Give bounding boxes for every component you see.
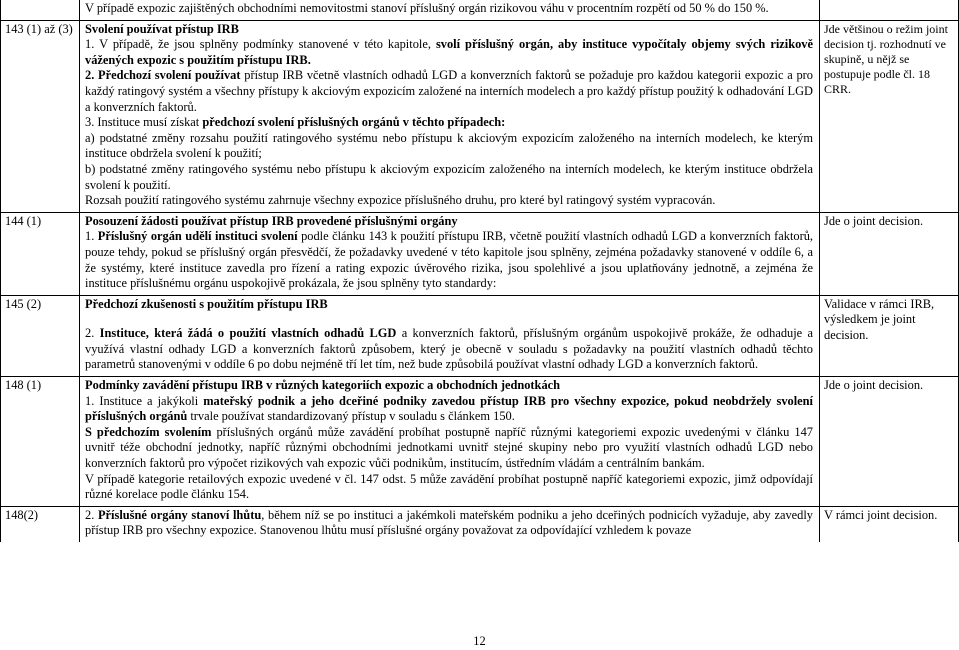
paragraph: [85, 68, 813, 115]
text-cell: [80, 377, 820, 507]
paragraph: [85, 229, 813, 291]
paragraph-text: podle článku 143 k použití přístupu IRB, včetně použití vlastních odhadů LGD a konverzních faktorů, pouze tehdy, pokud se příslušný orgán přesvědčí, že požadavky uvedené v této kapitole jsou splněny, zejména požadavky stanovené v oddíle 6, a že systémy, které instituce zavedla pro řízení a rating expozic úvěrového rizika, jsou spolehlivé a jsou uplatňovány jednotně, a zejména že instituce příslušnému orgánu uspokojivě prokázala, že jsou splněny tyto standardy:: [85, 229, 814, 291]
list-item: a) podstatné změny rozsahu použití ratingového systému nebo přístupu k akciovým expozicím založeného na interních modelech, ke kterým instituce obdržela svolení k použití;: [85, 130, 813, 161]
table-row: [1, 0, 959, 20]
article-cell: 144 (1): [1, 212, 80, 295]
text-cell: [80, 212, 820, 295]
article-cell: 148 (1): [1, 377, 80, 507]
text-cell: [80, 506, 820, 542]
article-cell: 145 (2): [1, 295, 80, 376]
table-row: [1, 377, 959, 507]
text-cell: [80, 295, 820, 376]
paragraph: [85, 425, 813, 472]
table-row: [1, 20, 959, 212]
table-row: [1, 212, 959, 295]
paragraph-emphasis: Instituce, která žádá o použití vlastních odhadů LGD: [99, 326, 397, 341]
paragraph-text: 1.: [85, 229, 98, 244]
page-number: 12: [473, 634, 486, 648]
paragraph: V případě kategorie retailových expozic uvedené v čl. 147 odst. 5 může zavádění probíhat postupně napříč kategoriemi expozic, jimž odpovídají různé korelace podle článku 154.: [85, 471, 813, 502]
note-cell: Jde o joint decision.: [820, 212, 959, 295]
section-heading: Posouzení žádosti používat přístup IRB provedené příslušnými orgány: [85, 213, 458, 228]
paragraph: [85, 115, 813, 131]
paragraph-emphasis: mateřský podnik a jeho dceřiné podniky zavedou přístup IRB pro všechny expozice, pokud neobdržely svolení příslušných orgánů: [85, 393, 813, 424]
paragraph-text: 2.: [85, 507, 98, 522]
paragraph: [85, 508, 813, 539]
paragraph-text: 1. Instituce a jakýkoli: [85, 393, 204, 408]
paragraph-text: 2.: [85, 326, 100, 341]
note-cell: Jde o joint decision.: [820, 377, 959, 507]
list-item: b) podstatné změny ratingového systému nebo přístupu k akciovým expozicím založeného na interních modelech, ke kterým instituce obdržela svolení k použití.: [85, 161, 813, 192]
paragraph-text: a konverzních faktorů, příslušným orgánům uspokojivě prokáže, že odhaduje a využívá vlastní odhady LGD a konverzních faktorů způsobem, který je obecně v souladu s požadavky na použití vlastních odhadů těchto parametrů stanovenými v oddíle 6 po dobu nejméně tří let tím, než bude způsobilá používat vlastní odhady LGD a konverzních faktorů.: [85, 326, 814, 372]
spacer: [85, 312, 813, 326]
paragraph-text: trvale používat standardizovaný přístup v souladu s článkem 150.: [187, 409, 515, 424]
paragraph-text: , během níž se po instituci a jakémkoli mateřském podniku a jeho dceřiných podnicích vyžaduje, aby zavedly přístup IRB pro všechny expozice. Stanovenou lhůtu musí příslušné orgány považovat za odpovídající vzhledem k povaze: [85, 507, 813, 538]
note-cell: V rámci joint decision.: [820, 506, 959, 542]
paragraph: V případě expozic zajištěných obchodními nemovitostmi stanoví příslušný orgán rizikovou váhu v procentním rozpětí od 50 % do 150 %.: [85, 1, 769, 15]
paragraph-emphasis: S předchozím svolením: [85, 424, 212, 439]
table-row: [1, 295, 959, 376]
section-heading: Předchozí zkušenosti s použitím přístupu IRB: [85, 296, 328, 311]
note-cell: Jde většinou o režim joint decision tj. rozhodnutí ve skupině, u nějž se postupuje podle čl. 18 CRR.: [820, 20, 959, 212]
paragraph: Rozsah použití ratingového systému zahrnuje všechny expozice příslušného druhu, pro které byl ratingový systém vypracován.: [85, 193, 716, 208]
paragraph-text: příslušných orgánů může zavádění probíhat postupně napříč různými kategoriemi expozic uvedenými v článku 147 uvnitř téže obchodní jednotky, napříč různými obchodními jednotkami uvnitř stejné skupiny nebo pro využití vlastních odhadů LGD nebo konverzních faktorů pro výpočet rizikových vah expozic vůči podnikům, institucím, ústředním vládám a centrálním bankám.: [85, 424, 813, 471]
section-heading: Podmínky zavádění přístupu IRB v různých kategoriích expozic a obchodních jednotkách: [85, 378, 561, 393]
paragraph: [85, 37, 813, 68]
paragraph-emphasis: Příslušný orgán udělí instituci svolení: [97, 229, 298, 244]
paragraph-emphasis: Příslušné orgány stanoví lhůtu: [97, 507, 262, 522]
paragraph: [85, 326, 813, 373]
article-cell: 143 (1) až (3): [1, 20, 80, 212]
paragraph-emphasis: svolí příslušný orgán, aby instituce vypočítaly objemy svých rizikově vážených expozic s použitím přístupu IRB.: [85, 37, 814, 67]
text-cell: [80, 0, 820, 20]
article-cell: [1, 0, 80, 20]
paragraph-text: 1. V případě, že jsou splněny podmínky stanovené v této kapitole,: [85, 37, 436, 52]
paragraph-emphasis: 2. Předchozí svolení používat: [85, 68, 241, 83]
paragraph-emphasis: předchozí svolení příslušných orgánů v těchto případech:: [202, 115, 506, 130]
note-cell: [820, 0, 959, 20]
table-row: [1, 506, 959, 542]
section-heading: Svolení používat přístup IRB: [85, 21, 239, 36]
paragraph-text: přístup IRB včetně vlastních odhadů LGD a konverzních faktorů se požaduje pro každou kategorii expozic a pro každý ratingový systém a všechny přístupy k akciovým expozicím založené na interních modelech a pro každý přístup použitý k odhadování LGD a konverzních faktorů.: [85, 68, 813, 114]
paragraph-text: 3. Instituce musí získat: [85, 115, 203, 130]
text-cell: [80, 20, 820, 212]
article-cell: 148(2): [1, 506, 80, 542]
paragraph: [85, 394, 813, 425]
note-cell: Validace v rámci IRB, výsledkem je joint decision.: [820, 295, 959, 376]
